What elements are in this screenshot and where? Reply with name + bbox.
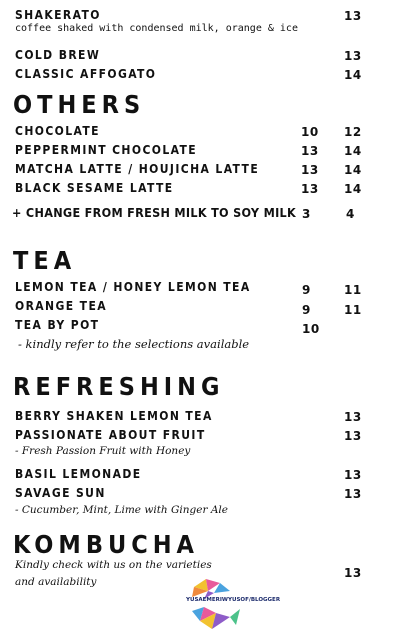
item-name-peppermint-chocolate: PEPPERMINT CHOCOLATE <box>15 143 197 157</box>
item-price-chocolate-regular: 10 <box>301 125 319 139</box>
item-name-basil-lemonade: BASIL LEMONADE <box>15 467 142 481</box>
item-name-berry-shaken-lemon-tea: BERRY SHAKEN LEMON TEA <box>15 409 213 423</box>
item-name-cold-brew: COLD BREW <box>15 48 101 62</box>
item-price-black-sesame-regular: 13 <box>301 182 319 196</box>
watermark-logo <box>186 577 244 631</box>
item-price-lemon-tea-large: 11 <box>344 283 362 297</box>
kombucha-desc-line-1: Kindly check with us on the varieties <box>15 559 212 571</box>
item-price-black-sesame-large: 14 <box>344 182 362 196</box>
item-price-soy-regular: 3 <box>302 207 311 221</box>
tea-note: - kindly refer to the selections available <box>18 337 250 351</box>
item-name-shakerato: SHAKERATO <box>15 8 101 22</box>
item-name-chocolate: CHOCOLATE <box>15 124 100 138</box>
item-name-soy-milk-addon: + CHANGE FROM FRESH MILK TO SOY MILK <box>12 205 297 220</box>
item-desc-shakerato: coffee shaked with condensed milk, orange & ice <box>15 23 298 34</box>
item-desc-savage-sun: - Cucumber, Mint, Lime with Ginger Ale <box>15 504 228 516</box>
item-price-orange-tea-regular: 9 <box>302 303 311 317</box>
item-name-tea-by-pot: TEA BY POT <box>15 318 100 332</box>
item-price-peppermint-regular: 13 <box>301 144 319 158</box>
kombucha-desc-line-2: and availability <box>15 576 97 588</box>
item-name-affogato: CLASSIC AFFOGATO <box>15 67 157 81</box>
item-name-matcha-latte: MATCHA LATTE / HOUJICHA LATTE <box>15 162 260 176</box>
item-price-savage-sun: 13 <box>344 487 362 501</box>
item-price-kombucha: 13 <box>344 566 362 580</box>
item-price-basil-lemonade: 13 <box>344 468 362 482</box>
item-name-black-sesame-latte: BLACK SESAME LATTE <box>15 181 174 195</box>
item-price-chocolate-large: 12 <box>344 125 362 139</box>
section-title-kombucha: KOMBUCHA <box>13 530 199 559</box>
section-title-tea: TEA <box>13 246 77 275</box>
item-price-berry-shaken-lemon-tea: 13 <box>344 410 362 424</box>
item-desc-passionate-about-fruit: - Fresh Passion Fruit with Honey <box>15 445 191 457</box>
section-title-others: OTHERS <box>13 90 146 119</box>
item-price-matcha-large: 14 <box>344 163 362 177</box>
item-price-soy-large: 4 <box>346 207 355 221</box>
item-name-savage-sun: SAVAGE SUN <box>15 486 106 500</box>
item-price-affogato: 14 <box>344 68 362 82</box>
watermark-text: YUSAEMERIWYUSOF/BLOGGER <box>186 597 281 603</box>
item-price-cold-brew: 13 <box>344 49 362 63</box>
item-price-tea-by-pot: 10 <box>302 322 320 336</box>
item-price-shakerato: 13 <box>344 9 362 23</box>
section-title-refreshing: REFRESHING <box>13 372 225 401</box>
item-price-matcha-regular: 13 <box>301 163 319 177</box>
item-price-peppermint-large: 14 <box>344 144 362 158</box>
item-price-passionate-about-fruit: 13 <box>344 429 362 443</box>
item-name-orange-tea: ORANGE TEA <box>15 299 107 313</box>
item-price-lemon-tea-regular: 9 <box>302 283 311 297</box>
item-price-orange-tea-large: 11 <box>344 303 362 317</box>
item-name-passionate-about-fruit: PASSIONATE ABOUT FRUIT <box>15 428 206 442</box>
item-name-lemon-tea: LEMON TEA / HONEY LEMON TEA <box>15 280 251 294</box>
